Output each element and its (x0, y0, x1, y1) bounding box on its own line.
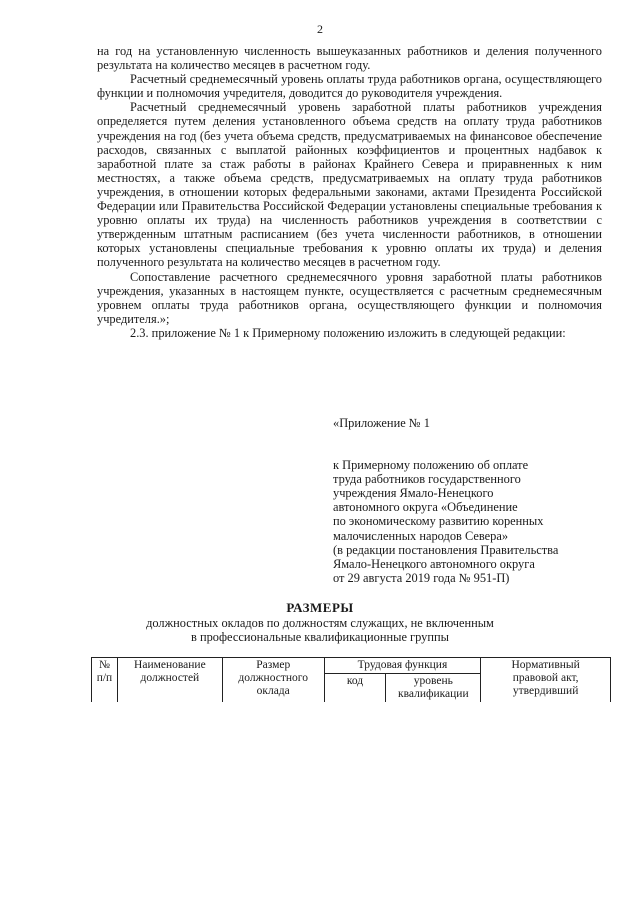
appendix-header (333, 416, 613, 585)
header-num (92, 658, 118, 703)
header-code: код (324, 674, 386, 703)
header-function: Трудовая функция (324, 658, 481, 674)
appendix-line: по экономическому развитию коренных (333, 514, 544, 529)
header-text: должностного (238, 672, 308, 684)
salary-table (91, 657, 611, 702)
appendix-line: малочисленных народов Севера» (333, 528, 509, 543)
header-text: оклада (256, 685, 290, 697)
paragraph: Сопоставление расчетного среднемесячного уровня заработной платы работников учреждения, указанных в настоящем пункте, осуществляется с расчетным среднемесячным уровнем оплаты труда работников органа, осуществляющего функции и полномочия учредителя.»; (97, 269, 602, 326)
table-header-row (92, 658, 611, 674)
header-text: правовой акт, (512, 672, 579, 684)
appendix-line: учреждения Ямало-Ненецкого (333, 486, 494, 501)
subheading-line: должностных окладов по должностям служащих, не включенным (146, 616, 494, 630)
header-name: Наименование должностей (117, 658, 222, 703)
appendix-line: Ямало-Ненецкого автономного округа (333, 556, 535, 571)
header-text: уровень (413, 675, 453, 687)
paragraph: на год на установленную численность вышеуказанных работников и деления полученного результата на количество месяцев в расчетном году. (97, 44, 602, 73)
header-text: Нормативный (511, 659, 580, 671)
page-number: 2 (317, 22, 323, 36)
appendix-line: автономного округа «Объединение (333, 500, 518, 515)
header-text: Размер (256, 659, 291, 671)
appendix-line: от 29 августа 2019 года № 951-П) (333, 570, 510, 585)
section-subheading (0, 616, 640, 644)
section-heading: РАЗМЕРЫ (286, 600, 354, 615)
header-level (386, 674, 481, 703)
header-text: п/п (96, 672, 113, 684)
header-text: квалификации (398, 688, 469, 700)
appendix-title: «Приложение № 1 (333, 416, 430, 430)
header-text: утвердивший (512, 685, 579, 697)
paragraph-item-2-3: 2.3. приложение № 1 к Примерному положению изложить в следующей редакции: (130, 325, 566, 340)
paragraph: Расчетный среднемесячный уровень оплаты труда работников органа, осуществляющего функции и полномочия учредителя, доводится до руководителя учреждения. (97, 72, 602, 101)
header-text: № (98, 659, 110, 671)
subheading-line: в профессиональные квалификационные группы (191, 630, 449, 645)
header-salary (222, 658, 324, 703)
header-act (481, 658, 611, 703)
appendix-line: (в редакции постановления Правительства (333, 542, 559, 557)
paragraph: Расчетный среднемесячный уровень заработной платы работников учреждения определяется путем деления установленного объема средств на оплату труда работников учреждения на год (без учета объема средств, предусматриваемых на финансовое обеспечение расходов, связанных с выплатой районных коэффициентов и процентных надбавок к заработной плате за стаж работы в районах Крайнего Севера и приравненных к ним местностях, а также объема средств, предусматриваемых на оплату труда работников учреждения, в отношении которых федеральными законами, актами Президента Российской Федерации или Правительства Российской Федерации установлены специальные требования к уровню оплаты их труда) на численность работников учреждения в соответствии с утвержденным штатным расписанием (без учета численности работников, в отношении которых установлены специальные требования к уровню оплаты их труда) и деления полученного результата на количество месяцев в расчетном году. (97, 100, 602, 270)
body-text (97, 44, 602, 340)
appendix-line: к Примерному положению об оплате (333, 458, 529, 473)
appendix-line: труда работников государственного (333, 472, 521, 487)
